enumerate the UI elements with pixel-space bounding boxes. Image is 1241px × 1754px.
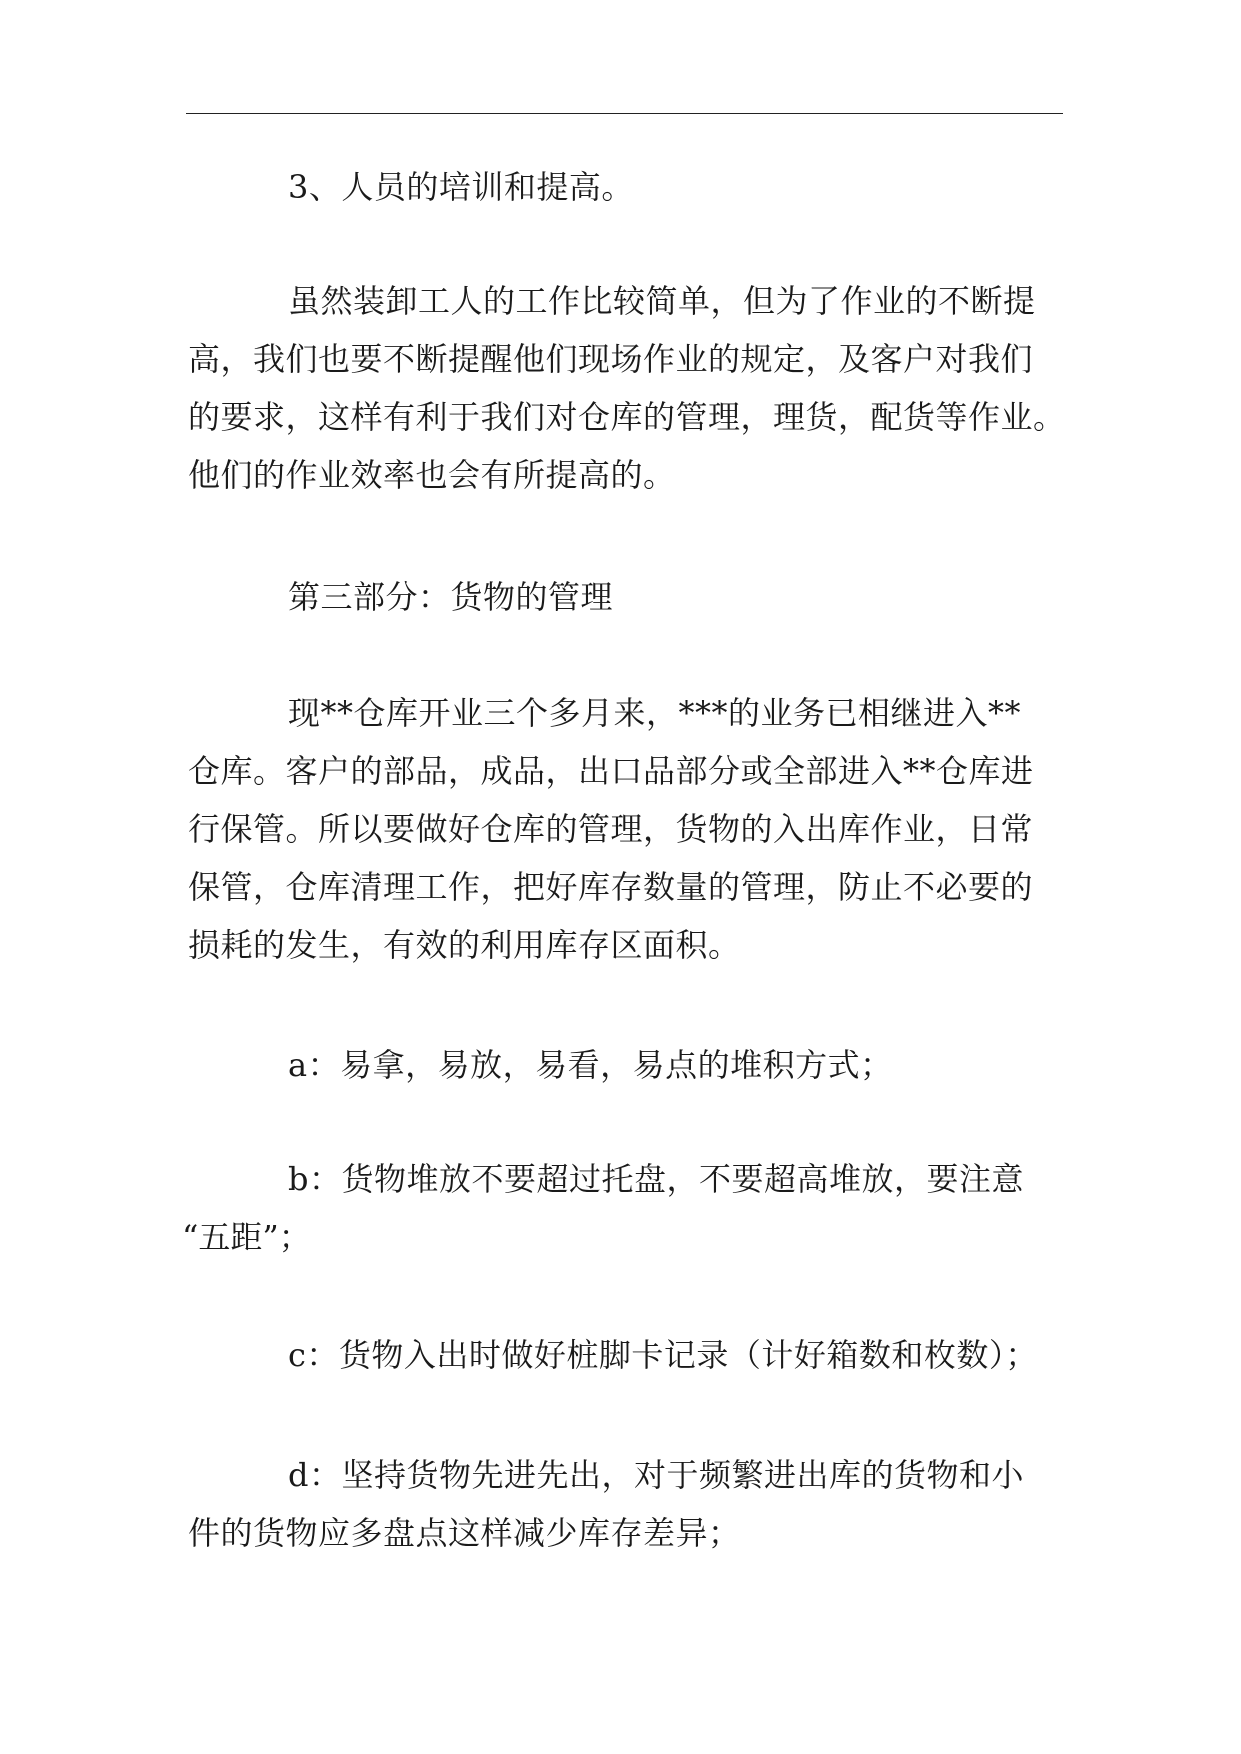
item-a: a：易拿，易放，易看，易点的堆积方式；	[288, 1046, 893, 1084]
item-b-line-1: b：货物堆放不要超过托盘，不要超高堆放，要注意	[288, 1160, 1024, 1198]
para-workers-line-2: 高，我们也要不断提醒他们现场作业的规定，及客户对我们	[188, 340, 1034, 378]
para-workers-line-4: 他们的作业效率也会有所提高的。	[188, 456, 676, 494]
item-c: c：货物入出时做好桩脚卡记录（计好箱数和枚数）；	[288, 1336, 1038, 1374]
item-d-line-1: d：坚持货物先进先出，对于频繁进出库的货物和小	[288, 1456, 1024, 1494]
para-warehouse-line-4: 保管，仓库清理工作，把好库存数量的管理，防止不必要的	[188, 868, 1034, 906]
para-warehouse-line-3: 行保管。所以要做好仓库的管理，货物的入出库作业，日常	[188, 810, 1034, 848]
para-warehouse-line-2: 仓库。客户的部品，成品，出口品部分或全部进入**仓库进	[188, 752, 1034, 790]
para-warehouse-line-5: 损耗的发生，有效的利用库存区面积。	[188, 926, 741, 964]
section-3-title: 3、人员的培训和提高。	[288, 168, 634, 206]
para-workers-line-1: 虽然装卸工人的工作比较简单，但为了作业的不断提	[288, 282, 1036, 320]
part-3-title: 第三部分：货物的管理	[288, 578, 614, 616]
item-d-line-2: 件的货物应多盘点这样减少库存差异；	[188, 1514, 741, 1552]
item-b-line-2: “五距”；	[182, 1218, 311, 1256]
para-warehouse-line-1: 现**仓库开业三个多月来，***的业务已相继进入**	[288, 694, 1022, 732]
para-workers-line-3: 的要求，这样有利于我们对仓库的管理，理货，配货等作业。	[188, 398, 1066, 436]
header-rule	[186, 113, 1063, 114]
